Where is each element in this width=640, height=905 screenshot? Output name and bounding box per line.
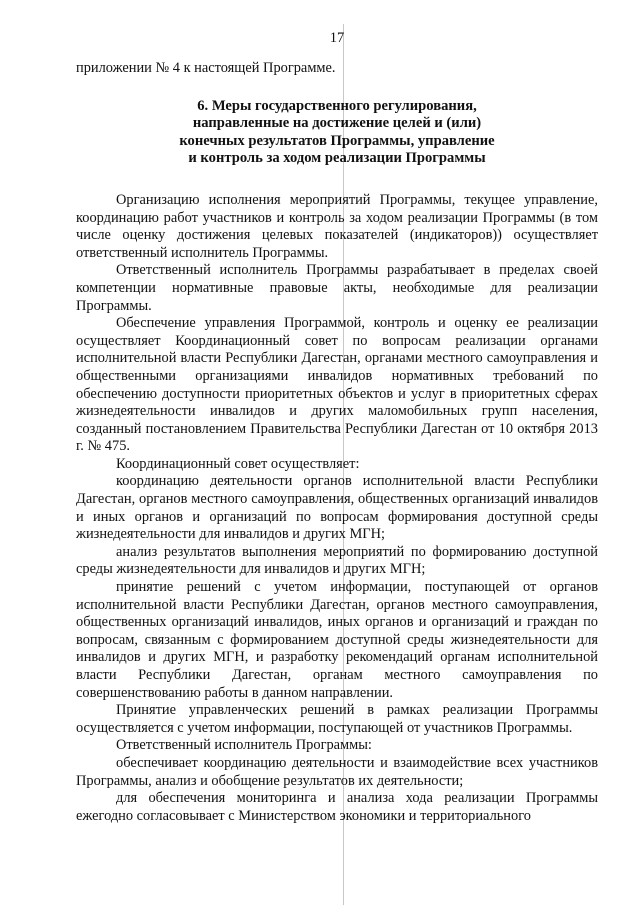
list-item: принятие решений с учетом информации, поступающей от органов исполнительной власти Республики Дагестан, органов местного самоуправления, общественных организаций инвалидов, иных органов и организаций и граждан по вопросам, связанным с формированием доступной среды жизнедеятельности для инвалидов и других МГН, и разработку рекомендаций органам исполнительной власти Республики Дагестан, органам местного самоуправления по совершенствованию работы в данном направлении. (76, 579, 598, 701)
heading-line: направленные на достижение целей и (или) (192, 115, 482, 132)
list-item: для обеспечения мониторинга и анализа хода реализации Программы ежегодно согласовывает с Министерством экономики и территориального (76, 790, 598, 824)
list-item: обеспечивает координацию деятельности и взаимодействие всех участников Программы, анализ и обобщение результатов их деятельности; (76, 754, 598, 789)
heading-line: конечных результатов Программы, управление (179, 132, 495, 149)
page-content (76, 60, 598, 825)
paragraph: Координационный совет осуществляет: (116, 455, 360, 472)
paragraph: Организацию исполнения мероприятий Программы, текущее управление, координацию работ участников и контроль за ходом реализации Программы (в том числе оценку достижения целевых показателей (индикаторов)) осуществляет ответственный исполнитель Программы. (76, 191, 598, 261)
heading-line: 6. Меры государственного регулирования, (197, 97, 477, 114)
continuation-line: приложении № 4 к настоящей Программе. (76, 60, 336, 76)
page-number: 17 (329, 30, 345, 46)
paragraph: Ответственный исполнитель Программы: (116, 737, 372, 754)
section-heading (76, 98, 598, 168)
paragraph: Ответственный исполнитель Программы разрабатывает в пределах своей компетенции нормативные правовые акты, необходимые для реализации Программы. (76, 262, 598, 314)
list-item: координацию деятельности органов исполнительной власти Республики Дагестан, органов местного самоуправления, общественных организаций инвалидов и иных органов и организаций по вопросам формирования доступной среды жизнедеятельности для инвалидов и других МГН; (76, 473, 598, 543)
paragraph: Принятие управленческих решений в рамках реализации Программы осуществляется с учетом информации, поступающей от участников Программы. (76, 702, 598, 736)
paragraph: Обеспечение управления Программой, контроль и оценку ее реализации осуществляет Координационный совет по вопросам реализации органами исполнительной власти Республики Дагестан, органами местного самоуправления и общественными организациями инвалидов нормативных требований по обеспечению доступности приоритетных объектов и услуг в приоритетных сферах жизнедеятельности инвалидов и других маломобильных групп населения, созданный постановлением Правительства Республики Дагестан от 10 октября 2013 г. № 475. (76, 315, 598, 455)
heading-line: и контроль за ходом реализации Программы (188, 150, 486, 167)
list-item: анализ результатов выполнения мероприятий по формированию доступной среды жизнедеятельности для инвалидов и других МГН; (76, 543, 598, 578)
